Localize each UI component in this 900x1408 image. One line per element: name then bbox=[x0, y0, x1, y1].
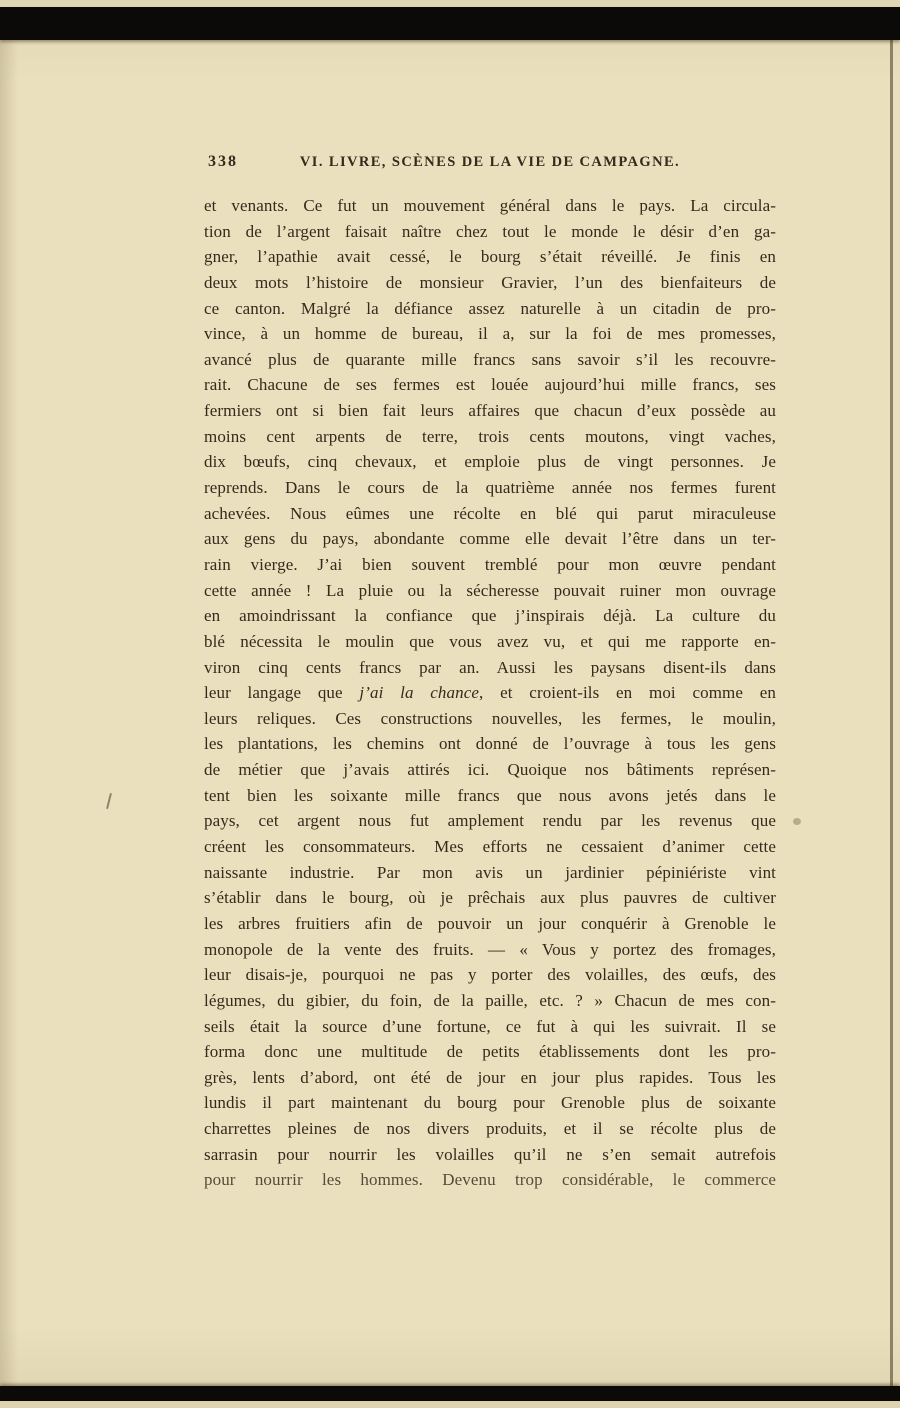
page-edge-right bbox=[890, 40, 893, 1386]
text-line: achevées. Nous eûmes une récolte en blé qui parut miraculeuse bbox=[204, 503, 776, 523]
text-line: légumes, du gibier, du foin, de la paille, etc. ? » Chacun de mes con- bbox=[204, 990, 776, 1010]
text-line: de métier que j’avais attirés ici. Quoique nos bâtiments représen- bbox=[204, 760, 776, 780]
text-line: fermiers ont si bien fait leurs affaires que chacun d’eux possède au bbox=[204, 401, 776, 421]
text-line: s’établir dans le bourg, où je prêchais aux plus pauvres de cultiver bbox=[204, 888, 776, 908]
text-line: blé nécessita le moulin que vous avez vu, et qui me rapporte en- bbox=[204, 631, 776, 651]
scan-artifact bbox=[106, 793, 112, 809]
scan-artifact bbox=[793, 818, 801, 825]
text-line: vince, à un homme de bureau, il a, sur la foi de mes promesses, bbox=[204, 324, 776, 344]
text-line: leur disais-je, pourquoi ne pas y porter des volailles, des œufs, des bbox=[204, 965, 776, 985]
text-line: gner, l’apathie avait cessé, le bourg s’était réveillé. Je finis en bbox=[204, 247, 776, 267]
text-line: dix bœufs, cinq chevaux, et emploie plus de vingt personnes. Je bbox=[204, 452, 776, 472]
text-line: reprends. Dans le cours de la quatrième année nos fermes furent bbox=[204, 478, 776, 498]
text-line: en amoindrissant la confiance que j’inspirais déjà. La culture du bbox=[204, 606, 776, 626]
text-line: créent les consommateurs. Mes efforts ne cessaient d’animer cette bbox=[204, 837, 776, 857]
text-line: et venants. Ce fut un mouvement général dans le pays. La circula- bbox=[204, 196, 776, 215]
text-line: rain vierge. J’ai bien souvent tremblé pour mon œuvre pendant bbox=[204, 554, 776, 574]
text-line: grès, lents d’abord, ont été de jour en jour plus rapides. Tous les bbox=[204, 1067, 776, 1087]
text-line: les plantations, les chemins ont donné de l’ouvrage à tous les gens bbox=[204, 734, 776, 754]
text-line: leurs reliques. Ces constructions nouvelles, les fermes, le moulin, bbox=[204, 708, 776, 728]
text-line: rait. Chacune de ses fermes est louée aujourd’hui mille francs, ses bbox=[204, 375, 776, 395]
text-line: pour nourrir les hommes. Devenu trop considérable, le commerce bbox=[204, 1170, 776, 1190]
text-line: pays, cet argent nous fut amplement rendu par les revenus que bbox=[204, 811, 776, 831]
text-line: les arbres fruitiers afin de pouvoir un jour conquérir à Grenoble le bbox=[204, 913, 776, 933]
text-line: ce canton. Malgré la défiance assez naturelle à un citadin de pro- bbox=[204, 298, 776, 318]
text-line: naissante industrie. Par mon avis un jardinier pépiniériste vint bbox=[204, 862, 776, 882]
text-line: tent bien les soixante mille francs que nous avons jetés dans le bbox=[204, 785, 776, 805]
text-line: lundis il part maintenant du bourg pour Grenoble plus de soixante bbox=[204, 1093, 776, 1113]
text-line: avancé plus de quarante mille francs sans savoir s’il les recouvre- bbox=[204, 349, 776, 369]
text-line: viron cinq cents francs par an. Aussi les paysans disent-ils dans bbox=[204, 657, 776, 677]
text-line: tion de l’argent faisait naître chez tout le monde le désir d’en ga- bbox=[204, 221, 776, 241]
page-header bbox=[204, 153, 776, 177]
text-line: cette année ! La pluie ou la sécheresse pouvait ruiner mon ouvrage bbox=[204, 580, 776, 600]
scan-edge-band-top bbox=[0, 7, 900, 40]
text-line: aux gens du pays, abondante comme elle devait l’être dans un ter- bbox=[204, 529, 776, 549]
text-line: deux mots l’histoire de monsieur Gravier, l’un des bienfaiteurs de bbox=[204, 272, 776, 292]
page-edge-left-shadow bbox=[0, 40, 18, 1386]
text-line: charrettes pleines de nos divers produits, et il se récolte plus de bbox=[204, 1119, 776, 1139]
text-line: leur langage que j’ai la chance, et croient-ils en moi comme en bbox=[204, 683, 776, 703]
text-line: monopole de la vente des fruits. — « Vous y portez des fromages, bbox=[204, 939, 776, 959]
running-title: VI. LIVRE, SCÈNES DE LA VIE DE CAMPAGNE. bbox=[299, 154, 681, 170]
text-line: forma donc une multitude de petits établissements dont les pro- bbox=[204, 1042, 776, 1062]
scan-edge-band-bottom bbox=[0, 1386, 900, 1401]
text-line: sarrasin pour nourrir les volailles qu’il ne s’en semait autrefois bbox=[204, 1144, 776, 1164]
page-number: 338 bbox=[208, 153, 238, 170]
text-line: moins cent arpents de terre, trois cents moutons, vingt vaches, bbox=[204, 426, 776, 446]
body-text bbox=[204, 193, 776, 1193]
italic-phrase: j’ai la chance bbox=[359, 683, 480, 703]
text-line: seils était la source d’une fortune, ce fut à qui les suivrait. Il se bbox=[204, 1016, 776, 1036]
